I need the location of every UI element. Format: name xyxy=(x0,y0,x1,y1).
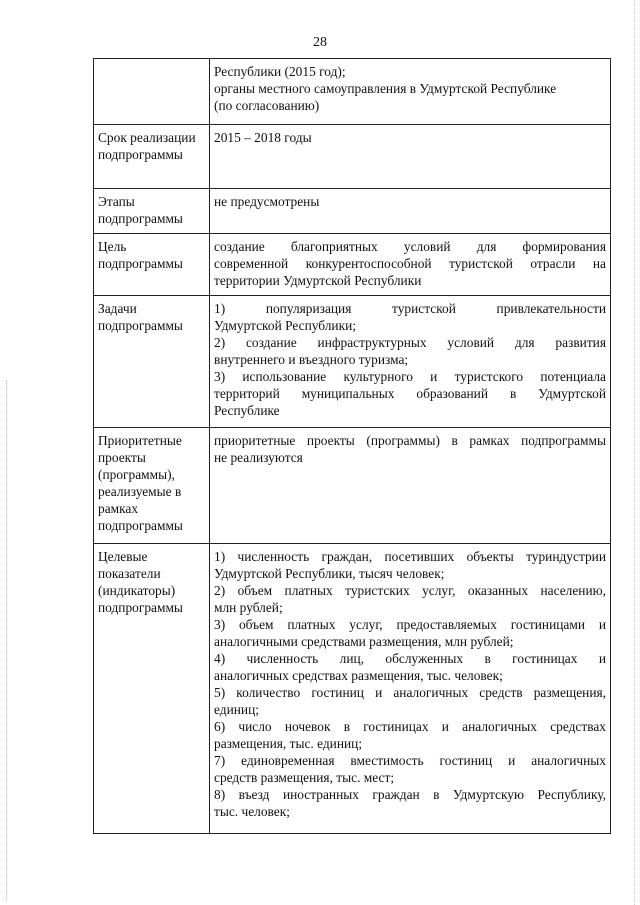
table-row xyxy=(94,125,611,189)
row-label-cell xyxy=(94,125,210,189)
row-label-cell xyxy=(94,428,210,544)
row-value-cell xyxy=(210,234,611,296)
row-value-line: Удмуртской Республики, тысяч человек; xyxy=(214,566,445,581)
table-row xyxy=(94,428,611,544)
row-label: Цель подпрограммы xyxy=(98,239,183,271)
row-value-line: размещения, тыс. единиц; xyxy=(214,736,363,751)
row-value-line: 6) число ночевок в гостиницах и аналогичных средствах xyxy=(214,719,606,734)
row-label: Целевые показатели (индикаторы) подпрограммы xyxy=(98,549,183,615)
row-value-line: 8) въезд иностранных граждан в Удмуртскую Республику, xyxy=(214,787,606,802)
row-value-line: внутреннего и въездного туризма; xyxy=(214,352,409,367)
row-value-line: территорий муниципальных образований в Удмуртской xyxy=(214,386,606,401)
row-value-line: не реализуются xyxy=(214,450,303,465)
row-label-cell xyxy=(94,234,210,296)
row-value-line: тыс. человек; xyxy=(214,804,290,819)
subprogram-passport-table xyxy=(93,58,611,834)
row-value-line: создание благоприятных условий для формирования xyxy=(214,239,606,254)
row-value-cell xyxy=(210,189,611,234)
row-value-line: территории Удмуртской Республики xyxy=(214,273,422,288)
row-value-cell xyxy=(210,428,611,544)
row-value-line: 4) численность лиц, обслуженных в гостиницах и xyxy=(214,651,606,666)
table-row xyxy=(94,234,611,296)
table-row xyxy=(94,189,611,234)
row-value-line: 5) количество гостиниц и аналогичных средств размещения, xyxy=(214,685,606,700)
row-value-line: 3) использование культурного и туристского потенциала xyxy=(214,369,606,384)
table-row xyxy=(94,296,611,428)
row-value-line: 1) популяризация туристской привлекательности xyxy=(214,301,606,316)
row-value-line: млн рублей; xyxy=(214,600,283,615)
row-label-cell xyxy=(94,189,210,234)
table-row xyxy=(94,59,611,125)
row-value-line: современной конкурентоспособной туристской отрасли на xyxy=(214,256,606,271)
row-value-line: Удмуртской Республики; xyxy=(214,318,356,333)
row-value-line: (по согласованию) xyxy=(214,98,320,113)
row-value-line: 2) объем платных туристских услуг, оказанных населению, xyxy=(214,583,606,598)
table-row xyxy=(94,544,611,834)
row-value-line: приоритетные проекты (программы) в рамках подпрограммы xyxy=(214,433,606,448)
row-value-line: Республики (2015 год); xyxy=(214,64,346,79)
row-label-cell xyxy=(94,544,210,834)
row-value-cell xyxy=(210,125,611,189)
row-value-line: не предусмотрены xyxy=(214,194,320,209)
row-value-line: аналогичными средствами размещения, млн рублей; xyxy=(214,634,514,649)
row-value-cell xyxy=(210,544,611,834)
row-label: Задачи подпрограммы xyxy=(98,301,183,333)
scan-edge-right xyxy=(634,0,636,905)
page-number: 28 xyxy=(313,35,327,50)
row-value-line: единиц; xyxy=(214,702,259,717)
row-value-line: Республике xyxy=(214,403,280,418)
row-label-cell xyxy=(94,296,210,428)
row-label: Приоритетные проекты (программы), реализуемые в рамках подпрограммы xyxy=(98,433,183,533)
row-value-line: средств размещения, тыс. мест; xyxy=(214,770,395,785)
row-value-line: 3) объем платных услуг, предоставляемых гостиницами и xyxy=(214,617,606,632)
row-value-line: 1) численность граждан, посетивших объекты туриндустрии xyxy=(214,549,606,564)
row-label: Этапы подпрограммы xyxy=(98,194,183,226)
row-value-line: органы местного самоуправления в Удмуртской Республике xyxy=(214,81,557,96)
row-value-line: 7) единовременная вместимость гостиниц и аналогичных xyxy=(214,753,606,768)
row-value-line: аналогичных средствах размещения, тыс. человек; xyxy=(214,668,503,683)
row-value-cell xyxy=(210,296,611,428)
row-value-line: 2015 – 2018 годы xyxy=(214,130,312,145)
passport-table-body xyxy=(94,59,611,834)
row-label: Срок реализации подпрограммы xyxy=(98,130,196,162)
row-value-line: 2) создание инфраструктурных условий для развития xyxy=(214,335,606,350)
row-value-cell xyxy=(210,59,611,125)
row-label-cell xyxy=(94,59,210,125)
scan-edge-left xyxy=(6,380,8,900)
